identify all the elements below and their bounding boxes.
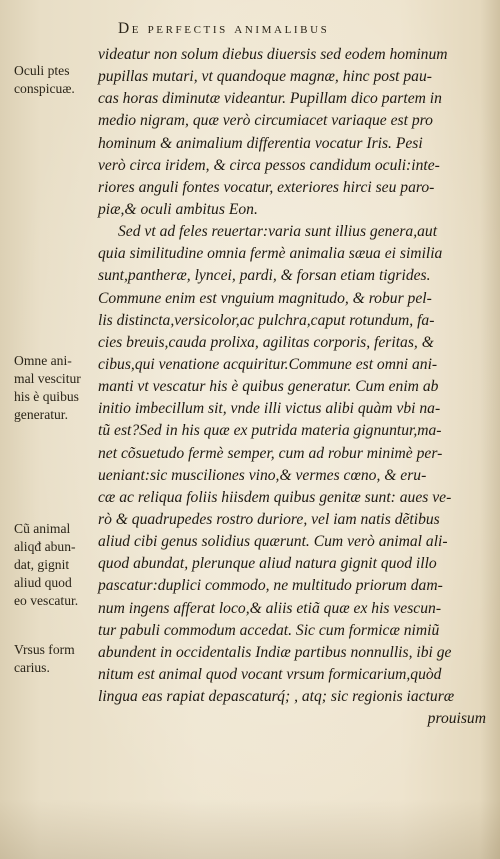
margin-note-line: aliqđ abun- <box>14 539 76 554</box>
margin-note-feeding <box>14 352 96 424</box>
margin-note-line: Oculi ptes <box>14 63 70 78</box>
text-line: lingua eas rapiat depascaturq́; , atq; sic regionis iacturæ <box>98 688 455 706</box>
margin-note-line: dat, gignit <box>14 557 70 572</box>
text-line: net cõsuetudo fermè semper, cum ad robur minimè per- <box>98 444 443 462</box>
margin-note-line: eo vescatur. <box>14 593 79 608</box>
text-line: manti vt vescatur his è quibus generatur. Cum enim ab <box>98 378 439 396</box>
text-line: Sed vt ad feles reuertar:varia sunt illius genera,aut <box>118 223 438 241</box>
text-line: prouisum <box>427 710 486 728</box>
margin-note-eyes <box>14 62 96 98</box>
text-line: rò & quadrupedes rostro duriore, vel iam natis dẽtibus <box>98 510 440 528</box>
text-line: hominum & animalium differentia vocatur Iris. Pesi <box>98 134 423 152</box>
text-line: verò circa iridem, & circa pessos candidum oculi:inte- <box>98 156 440 174</box>
page-shadow <box>0 799 500 859</box>
text-line: sunt,pantheræ, lyncei, pardi, & forsan etiam tigrides. <box>98 267 431 285</box>
text-line: medio nigram, quæ verò circumiacet variaque est pro <box>98 112 433 130</box>
text-line: tur pabuli commodum accedat. Sic cum formicæ nimiũ <box>98 621 440 639</box>
text-line: nitum est animal quod vocant vrsum formicarium,quòd <box>98 665 442 683</box>
text-line: ueniant:sic musciliones vino,& vermes cœno, & eru- <box>98 466 427 484</box>
text-line: aliud cibi genus solidius quærunt. Cum verò animal ali- <box>98 533 448 551</box>
text-line: num ingens afferat loco,& aliis etiã quæ ex his vescun- <box>98 599 442 617</box>
margin-note-abundance <box>14 520 96 610</box>
text-line: tũ est?Sed in his quæ ex putrida materia gignuntur,ma- <box>98 422 442 440</box>
margin-note-anteater <box>14 641 96 677</box>
text-line: cæ ac reliqua foliis hiisdem quibus genitæ sunt: aues ve- <box>98 488 452 506</box>
running-head: De perfectis animalibus <box>118 20 330 37</box>
text-line: lis distincta,versicolor,ac pulchra,caput rotundum, fa- <box>98 311 435 329</box>
margin-note-line: generatur. <box>14 407 68 422</box>
margin-note-line: Cũ animal <box>14 521 71 536</box>
margin-note-line: conspicuæ. <box>14 81 75 96</box>
text-line: pupillas mutari, vt quandoque magnæ, hinc post pau- <box>98 68 432 86</box>
text-line: videatur non solum diebus diuersis sed eodem hominum <box>98 46 448 63</box>
margin-note-line: aliud quod <box>14 575 72 590</box>
text-line: cies breuis,cauda prolixa, agilitas corporis, feritas, & <box>98 333 434 351</box>
text-line: quia similitudine omnia fermè animalia sæua ei similia <box>98 245 443 263</box>
text-line: cibus,qui venatione acquiritur.Commune est omni ani- <box>98 355 438 373</box>
text-line: riores anguli fontes vocatur, exteriores hirci seu paro- <box>98 178 435 196</box>
margin-note-line: Vrsus form <box>14 642 75 657</box>
text-line: Commune enim est vnguium magnitudo, & robur pel- <box>98 289 432 307</box>
body-text <box>98 44 490 730</box>
text-line: quod abundat, plerunque aliud natura gignit quod illo <box>98 555 437 573</box>
margin-note-line: carius. <box>14 660 50 675</box>
text-line: pascatur:duplici commodo, ne multitudo priorum dam- <box>98 577 443 595</box>
text-line: piæ,& oculi ambitus Eon. <box>98 200 258 218</box>
text-line: initio imbecillum sit, vnde illi victus alibi quàm vbi na- <box>98 400 441 418</box>
margin-note-line: Omne ani- <box>14 353 72 368</box>
margin-note-line: his è quibus <box>14 389 79 404</box>
margin-note-line: mal vescitur <box>14 371 81 386</box>
text-line: cas horas diminutæ videantur. Pupillam dico partem in <box>98 90 442 108</box>
text-line: abundent in occidentalis Indiæ partibus nonnullis, ibi ge <box>98 643 452 661</box>
